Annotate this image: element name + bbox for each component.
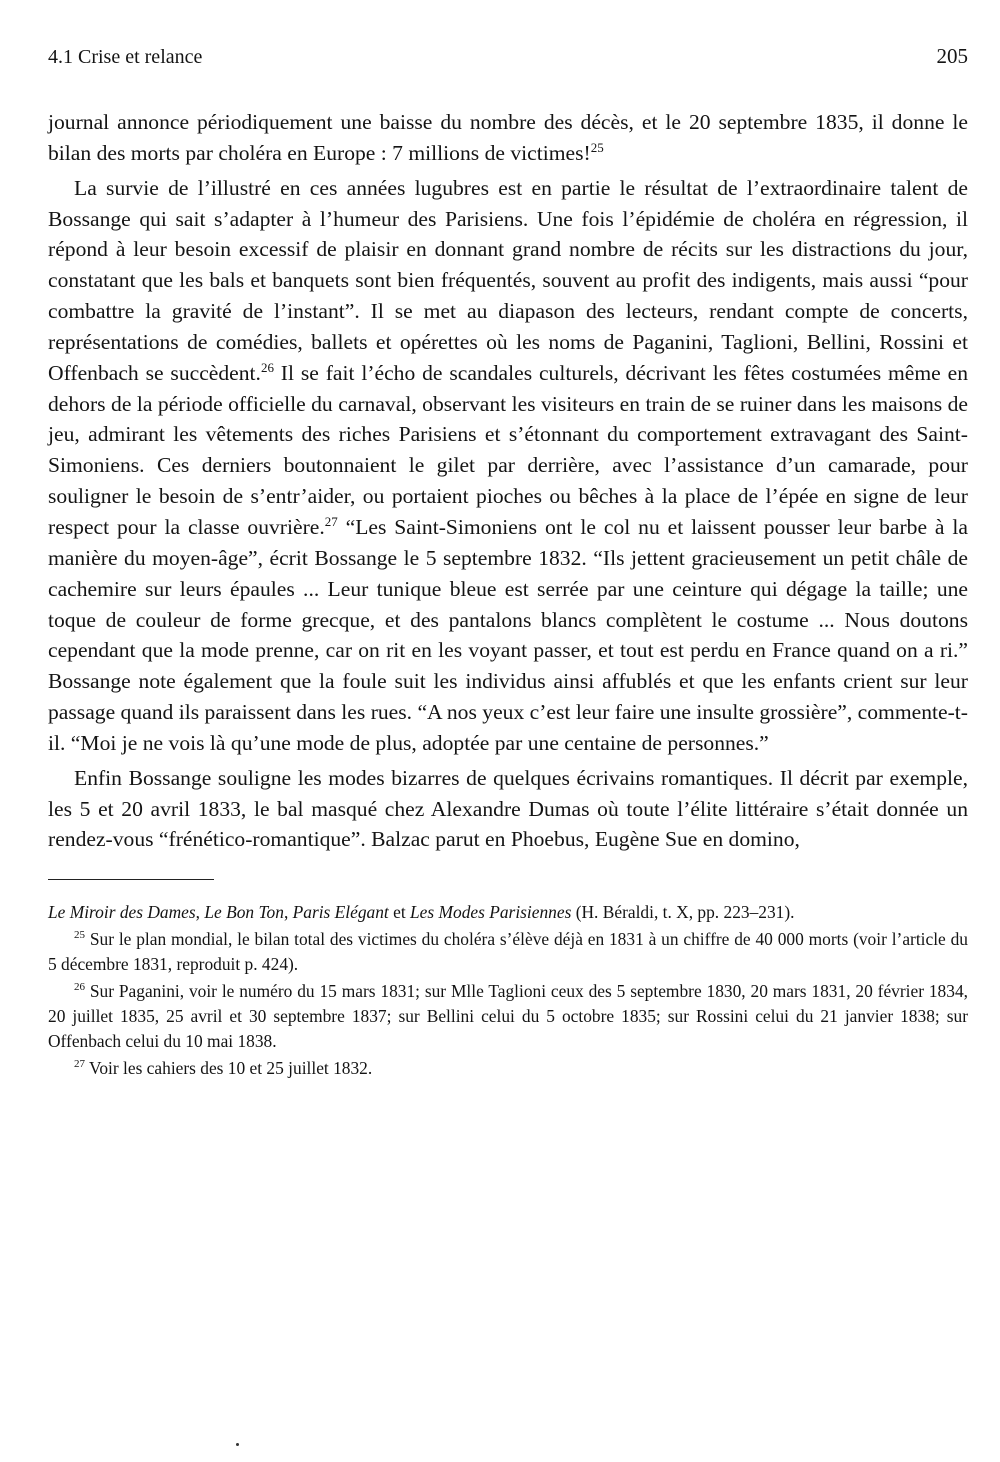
- sep: ,: [283, 902, 293, 923]
- footnote-26: [48, 979, 968, 1054]
- sep: et: [388, 902, 411, 923]
- footnote-number: 27: [74, 1058, 85, 1071]
- page-number: 205: [936, 44, 968, 68]
- sep: ,: [195, 902, 205, 923]
- footnotes: [48, 900, 968, 1081]
- title-miroir: Le Miroir des Dames: [48, 902, 196, 923]
- footnote-ref-25[interactable]: 25: [590, 139, 604, 155]
- paragraph-2-part-c: “Les Saint-Simoniens ont le col nu et laissent pousser leur barbe à la manière du moyen-âge”, écrit Bossange le 5 septembre 1832. “Ils jettent gracieusement un petit châle de cachemire sur leurs épaules ... Leur tunique bleue est serrée par une ceinture qui dégage la taille; une toque de couleur de forme grecque, et des pantalons blancs complètent le costume ... Nous doutons cependant que la mode prenne, car on rit en les voyant passer, et tout est perdu en France quand on a ri.” Bossange note également que la foule suit les individus ainsi affublés et que les enfants crient sur leur passage quand ils paraissent dans les rues. “A nos yeux c’est leur faire une insulte grossière”, commente-t-il. “Moi je ne vois là qu’une mode de plus, adoptée par une centaine de personnes.”: [48, 514, 968, 755]
- footnote-separator: [48, 879, 214, 880]
- footnote-ref-26[interactable]: 26: [260, 359, 274, 375]
- title-modes-parisiennes: Les Modes Parisiennes: [410, 902, 572, 923]
- paragraph-3: Enfin Bossange souligne les modes bizarres de quelques écrivains romantiques. Il décrit par exemple, les 5 et 20 avril 1833, le bal masqué chez Alexandre Dumas où toute l’élite littéraire s’était donnée un rendez-vous “frénético-romantique”. Balzac parut en Phoebus, Eugène Sue en domino,: [48, 765, 968, 852]
- footnote-text: Sur Paganini, voir le numéro du 15 mars 1831; sur Mlle Taglioni ceux des 5 septembre 1830, 20 mars 1831, 20 février 1834, 20 juillet 1835, 25 avril et 30 septembre 1837; sur Bellini celui du 5 octobre 1835; sur Rossini celui du 21 janvier 1838; sur Offenbach celui du 10 mai 1838.: [48, 981, 968, 1052]
- paragraph-2-part-b: Il se fait l’écho de scandales culturels, décrivant les fêtes costumées même en dehors de la période officielle du carnaval, observant les visiteurs en train de se ruiner dans les maisons de jeu, admirant les vêtements des riches Parisiens et s’étonnant du comportement extravagant des Saint-Simoniens. Ces derniers boutonnaient le gilet par derrière, avec l’assistance d’un camarade, pour souligner le besoin de s’entr’aider, ou portaient pioches ou bêches à la place de l’épée en signe de leur respect pour la classe ouvrière.: [48, 360, 968, 539]
- ink-speck: [236, 1443, 239, 1446]
- footnote-number: 25: [74, 929, 85, 942]
- footnote-continuation: [48, 900, 968, 925]
- footnote-number: 26: [74, 981, 85, 994]
- paragraph-1-text: journal annonce périodiquement une baisse du nombre des décès, et le 20 septembre 1835, il donne le bilan des morts par choléra en Europe : 7 millions de victimes!: [48, 110, 968, 165]
- main-text: [48, 107, 968, 855]
- title-paris-elegant: Paris Elégant: [292, 902, 389, 923]
- book-page: [48, 36, 968, 1081]
- paragraph-2: [48, 173, 968, 759]
- title-bon-ton: Le Bon Ton: [204, 902, 284, 923]
- paragraph-1: [48, 107, 968, 169]
- citation: (H. Béraldi, t. X, pp. 223–231).: [571, 902, 795, 923]
- section-title: 4.1 Crise et relance: [48, 46, 203, 68]
- footnote-27: [48, 1056, 968, 1081]
- paragraph-2-part-a: La survie de l’illustré en ces années lugubres est en partie le résultat de l’extraordinaire talent de Bossange qui sait s’adapter à l’humeur des Parisiens. Une fois l’épidémie de choléra en régression, il répond à leur besoin excessif de plaisir en donnant grand nombre de récits sur les distractions du jour, constatant que les bals et banquets sont bien fréquentés, souvent au profit des indigents, mais aussi “pour combattre la gravité de l’instant”. Il se met au diapason des lecteurs, rendant compte de concerts, représentations de comédies, ballets et opérettes où les noms de Paganini, Taglioni, Bellini, Rossini et Offenbach se succèdent.: [48, 175, 968, 385]
- running-header: [48, 36, 968, 76]
- footnote-ref-27[interactable]: 27: [324, 513, 338, 529]
- footnote-text: Voir les cahiers des 10 et 25 juillet 1832.: [85, 1058, 373, 1079]
- footnote-text: Sur le plan mondial, le bilan total des victimes du choléra s’élève déjà en 1831 à un chiffre de 40 000 morts (voir l’article du 5 décembre 1831, reproduit p. 424).: [48, 929, 968, 975]
- footnote-25: [48, 927, 968, 977]
